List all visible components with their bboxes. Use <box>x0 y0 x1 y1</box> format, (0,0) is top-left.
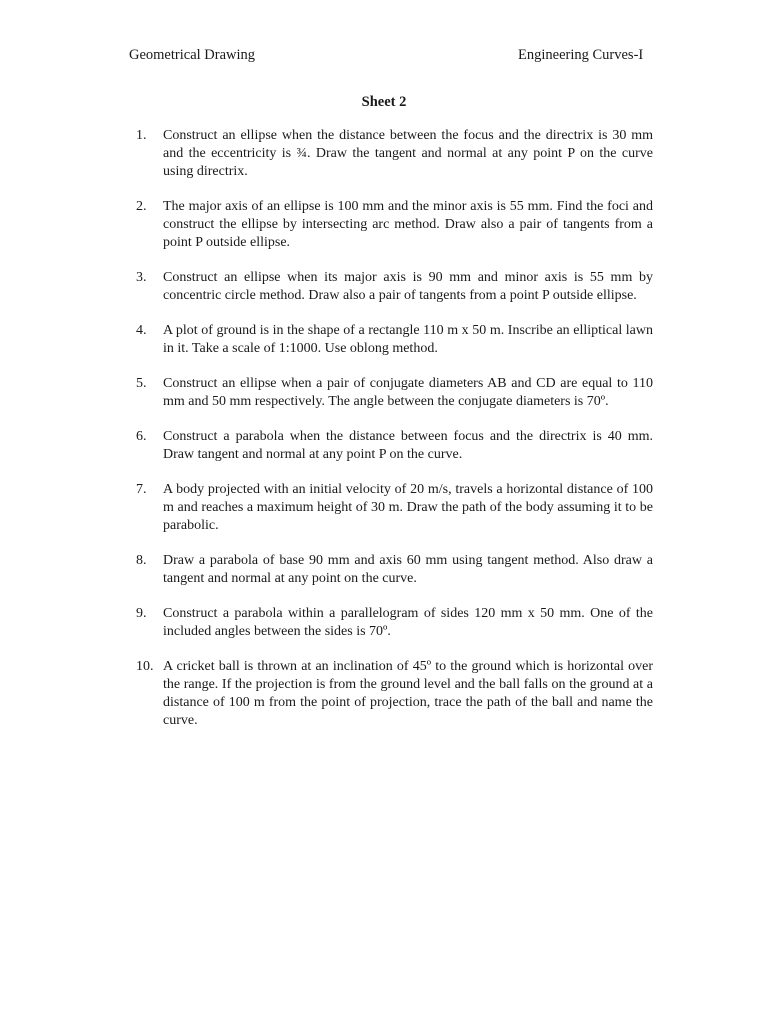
question-text: A body projected with an initial velocity of 20 m/s, travels a horizontal distance of 100 m and reaches a maximum height of 30 m. Draw the path of the body assuming it to be parabolic. <box>163 482 653 533</box>
question-number: 8. <box>136 553 147 568</box>
header-subject: Geometrical Drawing <box>129 47 256 63</box>
question-number: 2. <box>136 199 147 214</box>
question-number: 9. <box>136 606 147 621</box>
question-number: 1. <box>136 128 147 143</box>
question-number: 5. <box>136 376 147 391</box>
question-item <box>136 127 653 181</box>
question-item <box>136 375 653 411</box>
question-item <box>136 322 653 358</box>
question-item <box>136 552 653 588</box>
question-number: 10. <box>136 659 154 674</box>
question-text: Draw a parabola of base 90 mm and axis 60 mm using tangent method. Also draw a tangent and normal at any point on the curve. <box>163 553 653 586</box>
question-item <box>136 428 653 464</box>
question-text: A plot of ground is in the shape of a rectangle 110 m x 50 m. Inscribe an elliptical lawn in it. Take a scale of 1:1000. Use oblong method. <box>163 323 653 356</box>
question-text: A cricket ball is thrown at an inclination of 45º to the ground which is horizontal over the range. If the projection is from the ground level and the ball falls on the ground at a distance of 100 m from the point of projection, trace the path of the ball and name the curve. <box>163 659 653 728</box>
page-title: Sheet 2 <box>361 94 407 110</box>
question-text: Construct an ellipse when a pair of conjugate diameters AB and CD are equal to 110 mm and 50 mm respectively. The angle between the conjugate diameters is 70º. <box>163 376 653 409</box>
question-number: 7. <box>136 482 147 497</box>
question-number: 3. <box>136 270 147 285</box>
question-text: Construct an ellipse when the distance between the focus and the directrix is 30 mm and the eccentricity is ¾. Draw the tangent and normal at any point P on the curve using directrix. <box>163 128 653 179</box>
question-item <box>136 481 653 535</box>
question-text: Construct an ellipse when its major axis is 90 mm and minor axis is 55 mm by concentric circle method. Draw also a pair of tangents from a point P outside ellipse. <box>163 270 653 303</box>
question-item <box>136 269 653 305</box>
question-text: The major axis of an ellipse is 100 mm and the minor axis is 55 mm. Find the foci and construct the ellipse by intersecting arc method. Draw also a pair of tangents from a point P outside ellipse. <box>163 199 653 250</box>
question-number: 6. <box>136 429 147 444</box>
question-number: 4. <box>136 323 147 338</box>
question-item <box>136 658 653 730</box>
question-item <box>136 198 653 252</box>
header-topic: Engineering Curves-I <box>518 47 644 63</box>
question-list <box>136 127 653 747</box>
question-text: Construct a parabola within a parallelogram of sides 120 mm x 50 mm. One of the included angles between the sides is 70º. <box>163 606 653 639</box>
question-text: Construct a parabola when the distance between focus and the directrix is 40 mm. Draw tangent and normal at any point P on the curve. <box>163 429 653 462</box>
question-item <box>136 605 653 641</box>
